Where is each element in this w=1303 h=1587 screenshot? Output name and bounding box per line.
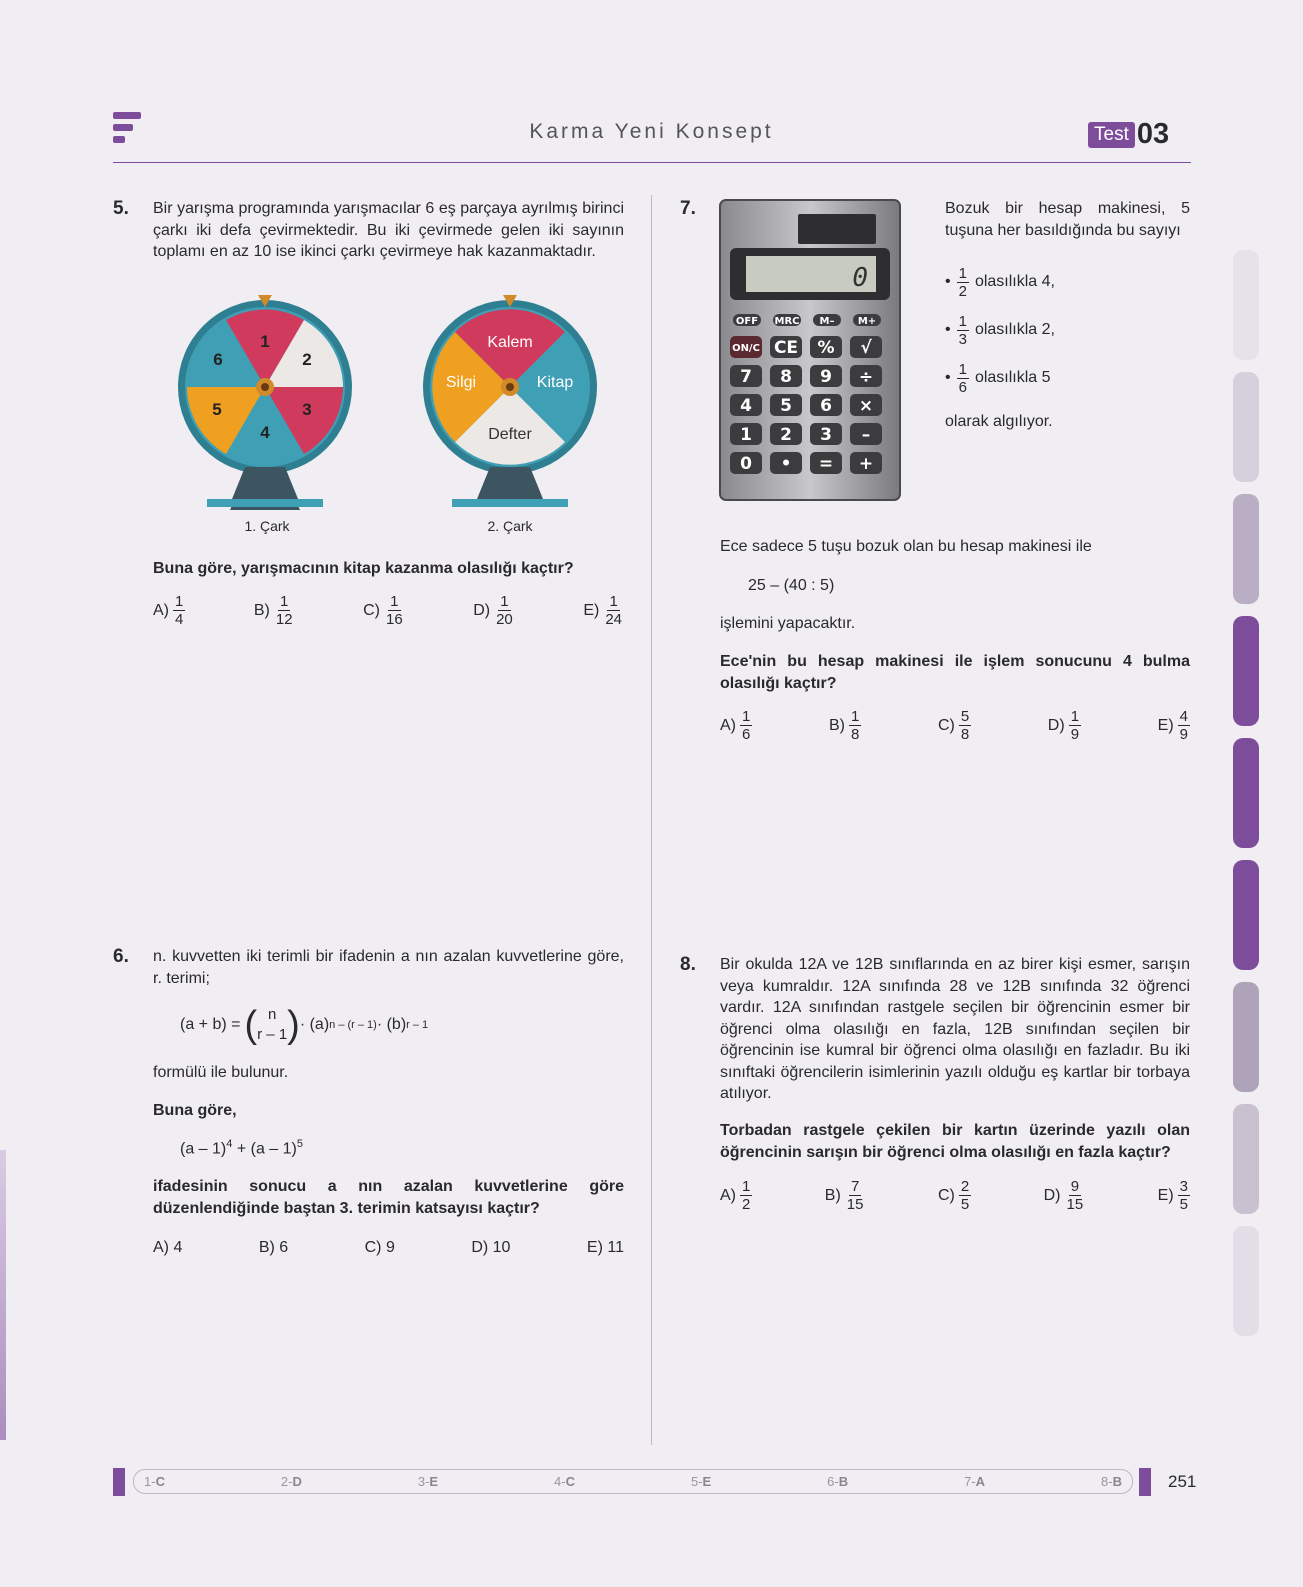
wheel-2-label-silgi: Silgi: [445, 374, 477, 391]
wheel-2-label-defter: Defter: [488, 426, 532, 443]
option-b[interactable]: [825, 1178, 866, 1213]
fraction-numerator: 1: [500, 593, 509, 610]
fraction-numerator: 1: [850, 708, 860, 725]
calc-key-label: 4: [740, 396, 752, 416]
calc-key-label: 8: [780, 367, 792, 387]
option-a[interactable]: [153, 593, 185, 628]
option-b[interactable]: B) 6: [258, 1239, 289, 1256]
formula-b-term: · (b): [376, 1016, 407, 1033]
answer-key-left-marker: [113, 1468, 125, 1496]
answer-number: 5-: [690, 1474, 703, 1489]
fraction-numerator: 1: [742, 1178, 751, 1195]
fraction-numerator: 1: [958, 360, 967, 378]
question-8-prompt: Torbadan rastgele çekilen bir kartın üzerinde yazılı olan öğrencinin sarışın bir öğrenci olma olasılığı en fazla kaçtır?: [720, 1122, 1190, 1161]
question-7-p2: işlemini yapacaktır.: [720, 615, 856, 632]
calculator-illustration: [718, 198, 902, 504]
tab-1[interactable]: [1233, 250, 1259, 360]
answer-letter: E: [702, 1474, 712, 1489]
tab-9[interactable]: [1233, 1226, 1259, 1336]
question-6-expression: [180, 1138, 303, 1158]
question-6-prompt: ifadesinin sonucu a nın azalan kuvvetlerine göre düzenlendiğinde baştan 3. terimin katsayısı kaçtır?: [153, 1178, 624, 1217]
fraction-numerator: 1: [958, 312, 967, 330]
calc-key-label: ×: [858, 396, 874, 416]
answer-letter: E: [429, 1474, 439, 1489]
answer-number: 3-: [417, 1474, 430, 1489]
wheel-1-label-4: 4: [260, 423, 270, 442]
calc-key-label: 7: [740, 367, 752, 387]
paren-right: ): [287, 1004, 300, 1046]
fraction-numerator: 4: [1179, 708, 1188, 725]
formula-exp-2: r – 1: [406, 1019, 429, 1031]
fraction-denominator: 2: [742, 1196, 751, 1213]
wheel-1-caption: 1. Çark: [244, 518, 290, 534]
paren-left: (: [244, 1004, 258, 1046]
column-divider: [651, 195, 652, 1445]
option-e[interactable]: [1158, 708, 1190, 743]
option-letter: C): [937, 1186, 955, 1204]
fraction-numerator: 1: [609, 593, 618, 610]
option-e[interactable]: [583, 593, 624, 628]
option-letter: B): [828, 716, 845, 734]
test-number: 03: [1136, 118, 1170, 150]
binomial-formula: [180, 1005, 428, 1045]
option-letter: D): [473, 601, 491, 619]
question-6-number: 6.: [113, 946, 129, 967]
fraction-denominator: 20: [496, 611, 513, 628]
wheel-1-label-5: 5: [212, 400, 222, 419]
answer-number: 8-: [1101, 1474, 1113, 1489]
answer-number: 7-: [964, 1474, 976, 1489]
fraction-numerator: 7: [850, 1178, 860, 1195]
fraction-numerator: 1: [280, 593, 289, 610]
question-6-after: formülü ile bulunur.: [153, 1064, 289, 1081]
question-8-text: Bir okulda 12A ve 12B sınıflarında en az birer kişi esmer, sarışın veya kumraldır. 12A sınıfında 28 ve 12B sınıfında 32 öğrenci vardır. 12A sınıfından rastgele seçilen bir öğrencinin esmer bir öğrenci olma olasılığı en fazla, 12B sınıfından seçilen bir öğrencinin ise kumral bir öğrenci olma olasılığı en fazladır. Bu iki sınıftaki öğrencilerin isimlerinin yazılı olduğu eş kartlar bir torbaya atılıyor.: [720, 956, 1190, 1102]
wheel-2-caption: 2. Çark: [487, 518, 533, 534]
question-7-after: olarak algılıyor.: [945, 413, 1053, 430]
fraction-denominator: 9: [1179, 726, 1188, 743]
option-letter: A): [720, 716, 736, 734]
bullet-text: olasılıkla 5: [974, 369, 1051, 386]
calc-key-label: OFF: [735, 316, 759, 327]
fraction-numerator: 1: [175, 593, 184, 610]
tab-6[interactable]: [1233, 860, 1259, 970]
calc-key-label: 1: [740, 425, 752, 445]
wheel-1-label-1: 1: [260, 332, 270, 351]
fraction-denominator: 24: [605, 611, 622, 628]
fraction-denominator: 4: [175, 611, 184, 628]
option-d[interactable]: [1044, 1178, 1086, 1213]
option-letter: C): [363, 601, 380, 619]
answer-number: 2-: [280, 1474, 293, 1489]
option-c[interactable]: [938, 708, 971, 743]
bullet-item: [945, 306, 1055, 354]
tab-5[interactable]: [1233, 738, 1259, 848]
fraction-denominator: 6: [742, 726, 751, 743]
wheel-1-label-6: 6: [213, 350, 223, 369]
answer-item: [691, 1474, 711, 1489]
calc-key-label: 2: [780, 425, 792, 445]
calc-key-label: •: [780, 454, 792, 474]
fraction-denominator: 16: [385, 611, 403, 628]
question-5-options: [153, 593, 624, 628]
wheel-2-label-kalem: Kalem: [487, 334, 533, 351]
binomial-bottom: r – 1: [257, 1026, 288, 1043]
question-7-expression: 25 – (40 : 5): [748, 577, 835, 594]
option-c[interactable]: [363, 593, 405, 628]
fraction-numerator: 9: [1070, 1178, 1080, 1195]
test-label: Test: [1088, 122, 1135, 148]
calc-key-label: 0: [740, 454, 752, 474]
option-letter: E): [1157, 716, 1174, 734]
expr-part-2: + (a – 1): [232, 1140, 297, 1158]
test-badge: [1088, 118, 1170, 150]
option-b[interactable]: [254, 593, 295, 628]
question-7-options: [720, 708, 1190, 743]
solar-panel: [798, 214, 876, 244]
fraction-numerator: 3: [1179, 1178, 1188, 1195]
calc-key-label: 6: [820, 396, 832, 416]
answer-key-track: [133, 1469, 1133, 1494]
fraction-denominator: 8: [850, 726, 860, 743]
calc-key-label: 5: [780, 396, 792, 416]
calc-key-label: –: [861, 425, 871, 445]
header-title: Karma Yeni Konsept: [529, 120, 774, 143]
fraction-denominator: 8: [960, 726, 970, 743]
bullet-item: [945, 258, 1055, 306]
calc-key-label: 9: [820, 367, 832, 387]
calc-key-label: MRC: [774, 316, 800, 327]
answer-item: [281, 1474, 302, 1489]
wheel-2-base: [452, 499, 568, 507]
bullet-dot: •: [945, 369, 951, 386]
tab-7[interactable]: [1233, 982, 1259, 1092]
calc-key-label: %: [817, 338, 835, 358]
fraction-denominator: 2: [958, 282, 967, 300]
bullet-dot: •: [945, 321, 951, 338]
fraction-numerator: 1: [958, 264, 967, 282]
answer-item: [964, 1474, 985, 1489]
answer-item: [554, 1474, 575, 1489]
formula-lhs: (a + b) =: [180, 1016, 241, 1033]
option-letter: B): [824, 1186, 841, 1204]
question-5-text: Bir yarışma programında yarışmacılar 6 eş parçaya ayrılmış birinci çarkı iki defa çevirmektedir. Bu iki çevirmede gelen iki sayının toplamı en az 10 ise ikinci çarkı çevirmeye hak kazanmaktadır.: [153, 200, 624, 260]
expr-part-1: (a – 1): [180, 1140, 227, 1158]
answer-letter: B: [1112, 1474, 1122, 1489]
option-c[interactable]: [938, 1178, 971, 1213]
answer-key: [113, 1468, 1153, 1498]
question-8-number: 8.: [680, 954, 696, 975]
answer-letter: B: [838, 1474, 849, 1489]
answer-item: [827, 1474, 848, 1489]
fraction-denominator: 15: [846, 1196, 864, 1213]
calc-key-label: CE: [773, 338, 799, 358]
option-e[interactable]: [1158, 1178, 1190, 1213]
calc-key-label: =: [818, 454, 834, 474]
bullet-text: olasılıkla 4,: [974, 273, 1055, 290]
option-letter: B): [253, 601, 270, 619]
calc-key-label: +: [858, 454, 874, 474]
side-decoration: [0, 1150, 6, 1440]
bullet-item: [945, 354, 1055, 402]
fraction-numerator: 2: [960, 1178, 970, 1195]
answer-letter: C: [565, 1474, 575, 1489]
question-7-intro: Bozuk bir hesap makinesi, 5 tuşuna her basıldığında bu sayıyı: [945, 200, 1190, 239]
binomial-top: n: [267, 1006, 277, 1023]
question-6-lead: Buna göre,: [153, 1102, 237, 1119]
calc-key-label: 3: [820, 425, 832, 445]
calc-key-label: M+: [857, 316, 877, 327]
option-letter: C): [937, 716, 955, 734]
answer-letter: D: [292, 1474, 302, 1489]
question-6-options: [153, 1239, 624, 1257]
option-e[interactable]: E) 11: [586, 1239, 624, 1256]
option-a[interactable]: [720, 1178, 752, 1213]
display-value: 0: [852, 263, 868, 293]
binomial-coefficient: [257, 1005, 287, 1045]
answer-key-right-marker: [1139, 1468, 1151, 1496]
wheels-figure: [170, 295, 600, 520]
fraction-denominator: 5: [1179, 1196, 1188, 1213]
wheel-2-label-kitap: Kitap: [536, 374, 574, 391]
wheel-1-label-2: 2: [302, 350, 312, 369]
answer-number: 4-: [554, 1474, 566, 1489]
calc-key-label: √: [860, 338, 872, 358]
question-7-bullets: [945, 258, 1055, 402]
tab-3[interactable]: [1233, 494, 1259, 604]
fraction-denominator: 12: [275, 611, 293, 628]
option-letter: A): [720, 1186, 736, 1204]
page-number: 251: [1168, 1472, 1197, 1491]
fraction-denominator: 5: [960, 1196, 970, 1213]
calc-key-label: ON/C: [732, 343, 760, 354]
fraction-denominator: 3: [958, 330, 967, 348]
fraction-numerator: 1: [742, 708, 751, 725]
option-d[interactable]: D) 10: [471, 1239, 511, 1256]
question-5-prompt: Buna göre, yarışmacının kitap kazanma olasılığı kaçtır?: [153, 560, 574, 577]
option-d[interactable]: [1048, 708, 1081, 743]
answer-number: 6-: [827, 1474, 839, 1489]
tab-8[interactable]: [1233, 1104, 1259, 1214]
fraction-numerator: 1: [1070, 708, 1080, 725]
bullet-text: olasılıkla 2,: [974, 321, 1055, 338]
answer-number: 1-: [144, 1474, 156, 1489]
wheel-1-base: [207, 499, 323, 507]
option-c[interactable]: C) 9: [364, 1239, 395, 1256]
question-7-p1: Ece sadece 5 tuşu bozuk olan bu hesap makinesi ile: [720, 538, 1092, 555]
formula-exp-1: n – (r – 1): [329, 1019, 377, 1031]
expr-exp-1: 4: [226, 1138, 233, 1150]
tab-4[interactable]: [1233, 616, 1259, 726]
option-letter: A): [153, 601, 169, 619]
wheel-1-label-3: 3: [302, 400, 312, 419]
question-7-number: 7.: [680, 198, 696, 219]
fraction-numerator: 5: [960, 708, 970, 725]
fraction-numerator: 1: [390, 593, 399, 610]
option-letter: D): [1047, 716, 1065, 734]
option-letter: E): [583, 601, 600, 619]
fraction-denominator: 15: [1066, 1196, 1084, 1213]
question-6-text: n. kuvvetten iki terimli bir ifadenin a nın azalan kuvvetlerine göre, r. terimi;: [153, 948, 624, 987]
calc-key-label: ÷: [858, 367, 874, 387]
expr-exp-2: 5: [296, 1138, 303, 1150]
question-7-prompt: Ece'nin bu hesap makinesi ile işlem sonucunu 4 bulma olasılığı kaçtır?: [720, 653, 1190, 692]
answer-item: [144, 1474, 165, 1489]
question-8-options: [720, 1178, 1190, 1213]
option-letter: D): [1043, 1186, 1061, 1204]
answer-letter: A: [975, 1474, 986, 1489]
option-letter: E): [1157, 1186, 1174, 1204]
option-d[interactable]: [473, 593, 515, 628]
option-a[interactable]: [720, 708, 752, 743]
answer-item: [418, 1474, 438, 1489]
option-b[interactable]: [829, 708, 861, 743]
option-a[interactable]: A) 4: [153, 1239, 183, 1256]
answer-letter: C: [155, 1474, 165, 1489]
answer-item: [1101, 1474, 1122, 1489]
fraction-denominator: 9: [1070, 726, 1080, 743]
question-5-number: 5.: [113, 198, 129, 219]
formula-a-term: · (a): [299, 1016, 330, 1033]
tab-2[interactable]: [1233, 372, 1259, 482]
calc-key-label: M–: [819, 316, 835, 327]
bullet-dot: •: [945, 273, 951, 290]
fraction-denominator: 6: [958, 378, 967, 396]
header-divider: [113, 162, 1191, 163]
